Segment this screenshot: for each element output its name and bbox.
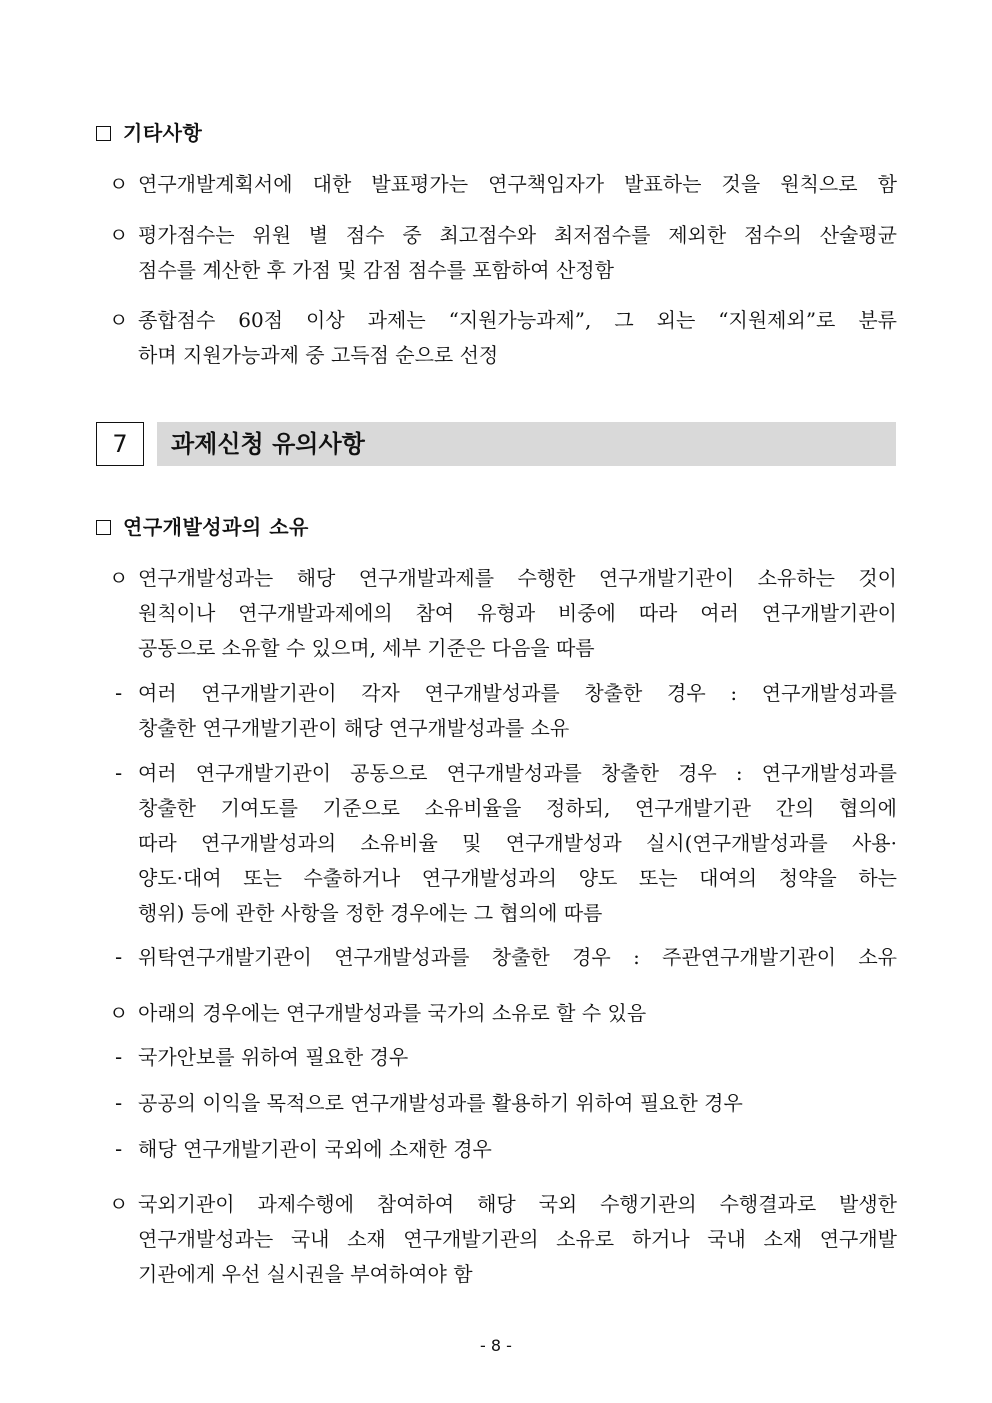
item-line: 국외기관이 과제수행에 참여하여 해당 국외 수행기관의 수행결과로 발생한 — [138, 1192, 897, 1216]
item-line: 여러 연구개발기관이 공동으로 연구개발성과를 창출한 경우 : 연구개발성과를 — [138, 761, 897, 785]
checkbox-square-icon — [96, 520, 111, 535]
item-line: 연구개발성과는 해당 연구개발과제를 수행한 연구개발기관이 소유하는 것이 — [138, 566, 897, 590]
list-item — [109, 303, 897, 373]
bullet-circle: ㅇ — [109, 172, 129, 196]
item-line: 평가점수는 위원 별 점수 중 최고점수와 최저점수를 제외한 점수의 산술평균 — [138, 223, 897, 247]
bullet-dash: - — [115, 761, 123, 785]
list-item — [109, 218, 897, 288]
section-title-bar — [157, 422, 896, 466]
item-line: 국가안보를 위하여 필요한 경우 — [138, 1045, 409, 1069]
item-line: 창출한 연구개발기관이 해당 연구개발성과를 소유 — [138, 716, 570, 740]
item-line: 여러 연구개발기관이 각자 연구개발성과를 창출한 경우 : 연구개발성과를 — [138, 681, 897, 705]
item-line: 종합점수 60점 이상 과제는 “지원가능과제”, 그 외는 “지원제외”로 분류 — [138, 308, 897, 332]
item-line: 공공의 이익을 목적으로 연구개발성과를 활용하기 위하여 필요한 경우 — [138, 1091, 743, 1115]
list-item — [109, 1187, 897, 1292]
item-line: 연구개발성과는 국내 소재 연구개발기관의 소유로 하거나 국내 소재 연구개발 — [138, 1227, 897, 1251]
ownership-heading: 연구개발성과의 소유 — [96, 511, 309, 540]
item-line: 위탁연구개발기관이 연구개발성과를 창출한 경우 : 주관연구개발기관이 소유 — [138, 945, 897, 969]
bullet-circle: ㅇ — [109, 566, 129, 590]
section-number: 7 — [96, 422, 144, 466]
bullet-circle: ㅇ — [109, 308, 129, 332]
bullet-dash: - — [115, 945, 123, 969]
item-line: 점수를 계산한 후 가점 및 감점 점수를 포함하여 산정함 — [138, 258, 614, 282]
item-line: 행위) 등에 관한 사항을 정한 경우에는 그 협의에 따름 — [138, 901, 603, 925]
list-item — [115, 940, 897, 975]
bullet-dash: - — [115, 1137, 123, 1161]
item-line: 아래의 경우에는 연구개발성과를 국가의 소유로 할 수 있음 — [138, 1001, 647, 1025]
bullet-circle: ㅇ — [109, 1001, 129, 1025]
page-number: - 8 - — [480, 1336, 512, 1355]
list-item — [115, 1040, 897, 1075]
list-item — [109, 561, 897, 666]
list-item — [109, 167, 897, 202]
item-line: 기관에게 우선 실시권을 부여하여야 함 — [138, 1262, 473, 1286]
bullet-dash: - — [115, 1045, 123, 1069]
list-item — [115, 1086, 897, 1121]
bullet-circle: ㅇ — [109, 1192, 129, 1216]
bullet-dash: - — [115, 1091, 123, 1115]
bullet-dash: - — [115, 681, 123, 705]
list-item — [115, 756, 897, 931]
item-line: 창출한 기여도를 기준으로 소유비율을 정하되, 연구개발기관 간의 협의에 — [138, 796, 897, 820]
item-line: 공동으로 소유할 수 있으며, 세부 기준은 다음을 따름 — [138, 636, 595, 660]
bullet-circle: ㅇ — [109, 223, 129, 247]
item-line: 해당 연구개발기관이 국외에 소재한 경우 — [138, 1137, 492, 1161]
item-line: 원칙이나 연구개발과제에의 참여 유형과 비중에 따라 여러 연구개발기관이 — [138, 601, 897, 625]
section-title: 과제신청 유의사항 — [171, 430, 365, 458]
item-line: 따라 연구개발성과의 소유비율 및 연구개발성과 실시(연구개발성과를 사용· — [138, 831, 897, 855]
checkbox-square-icon — [96, 126, 111, 141]
item-line: 연구개발계획서에 대한 발표평가는 연구책임자가 발표하는 것을 원칙으로 함 — [138, 172, 897, 196]
item-line: 양도·대여 또는 수출하거나 연구개발성과의 양도 또는 대여의 청약을 하는 — [138, 866, 897, 890]
list-item — [109, 996, 897, 1031]
misc-heading: 기타사항 — [96, 117, 202, 146]
list-item — [115, 676, 897, 746]
item-line: 하며 지원가능과제 중 고득점 순으로 선정 — [138, 343, 499, 367]
list-item — [115, 1132, 897, 1167]
